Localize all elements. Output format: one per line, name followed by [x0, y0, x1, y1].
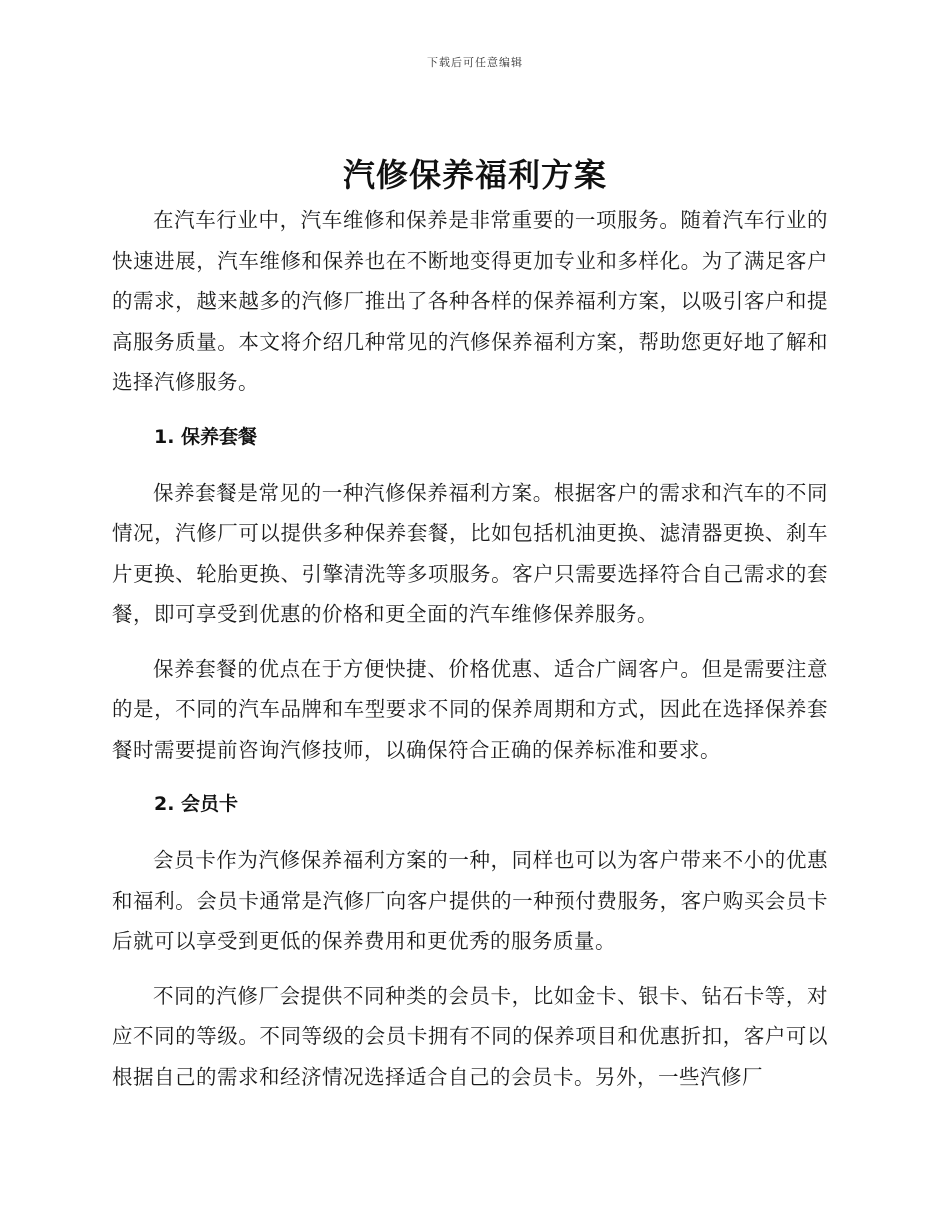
- section-paragraph: 不同的汽修厂会提供不同种类的会员卡，比如金卡、银卡、钻石卡等，对应不同的等级。不同等级的会员卡拥有不同的保养项目和优惠折扣，客户可以根据自己的需求和经济情况选择适合自己的会员卡。另外，一些汽修厂: [112, 983, 828, 1089]
- section-paragraph: 保养套餐的优点在于方便快捷、价格优惠、适合广阔客户。但是需要注意的是，不同的汽车品牌和车型要求不同的保养周期和方式，因此在选择保养套餐时需要提前咨询汽修技师，以确保符合正确的保养标准和要求。: [112, 656, 828, 762]
- section-paragraph: 保养套餐是常见的一种汽修保养福利方案。根据客户的需求和汽车的不同情况，汽修厂可以提供多种保养套餐，比如包括机油更换、滤清器更换、刹车片更换、轮胎更换、引擎清洗等多项服务。客户只需要选择符合自己需求的套餐，即可享受到优惠的价格和更全面的汽车维修保养服务。: [112, 480, 828, 626]
- section-heading-packages: 1. 保养套餐: [154, 425, 258, 448]
- section-heading-membership: 2. 会员卡: [154, 793, 239, 815]
- section-paragraph: 会员卡作为汽修保养福利方案的一种，同样也可以为客户带来不小的优惠和福利。会员卡通常是汽修厂向客户提供的一种预付费服务，客户购买会员卡后就可以享受到更低的保养费用和更优秀的服务质量。: [112, 848, 828, 953]
- header-note: 下载后可任意编辑: [427, 56, 523, 69]
- intro-paragraph: 在汽车行业中，汽车维修和保养是非常重要的一项服务。随着汽车行业的快速进展，汽车维修和保养也在不断地变得更加专业和多样化。为了满足客户的需求，越来越多的汽修厂推出了各种各样的保养福利方案，以吸引客户和提高服务质量。本文将介绍几种常见的汽修保养福利方案，帮助您更好地了解和选择汽修服务。: [112, 208, 828, 394]
- document-body: [112, 200, 828, 1111]
- document-title: 汽修保养福利方案: [342, 156, 607, 194]
